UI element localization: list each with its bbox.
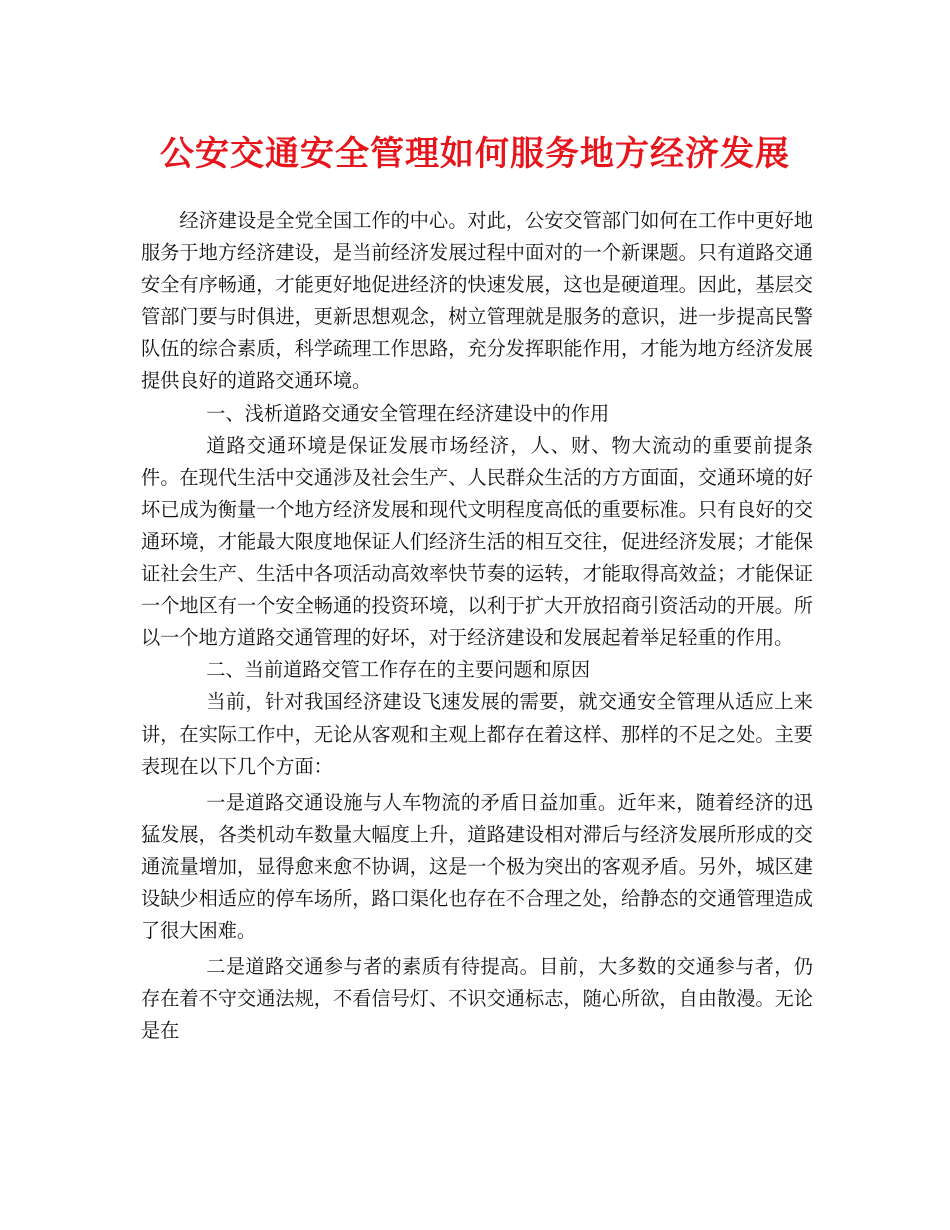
document-body — [141, 205, 813, 1047]
paragraph-issue-2: 二是道路交通参与者的素质有待提高。目前，大多数的交通参与者，仍存在着不守交通法规，不看信号灯、不识交通标志，随心所欲，自由散漫。无论是在 — [141, 955, 813, 1043]
document-title: 公安交通安全管理如何服务地方经济发展 — [160, 134, 790, 174]
paragraph-issue-1: 一是道路交通设施与人车物流的矛盾日益加重。近年来，随着经济的迅猛发展，各类机动车数量大幅度上升，道路建设相对滞后与经济发展所形成的交通流量增加，显得愈来愈不协调，这是一个极为突出的客观矛盾。另外，城区建设缺少相适应的停车场所，路口渠化也存在不合理之处，给静态的交通管理造成了很大困难。 — [141, 790, 813, 943]
section-heading-2: 二、当前道路交管工作存在的主要问题和原因 — [206, 658, 591, 682]
paragraph-intro: 经济建设是全党全国工作的中心。对此，公安交管部门如何在工作中更好地服务于地方经济建设，是当前经济发展过程中面对的一个新课题。只有道路交通安全有序畅通，才能更好地促进经济的快速发展，这也是硬道理。因此，基层交管部门要与时俱进，更新思想观念，树立管理就是服务的意识，进一步提高民警队伍的综合素质，科学疏理工作思路，充分发挥职能作用，才能为地方经济发展提供良好的道路交通环境。 — [141, 209, 813, 393]
paragraph-section-2: 当前，针对我国经济建设飞速发展的需要，就交通安全管理从适应上来讲，在实际工作中，无论从客观和主观上都存在着这样、那样的不足之处。主要表现在以下几个方面： — [141, 690, 813, 778]
paragraph-section-1: 道路交通环境是保证发展市场经济，人、财、物大流动的重要前提条件。在现代生活中交通涉及社会生产、人民群众生活的方方面面，交通环境的好坏已成为衡量一个地方经济发展和现代文明程度高低的重要标准。只有良好的交通环境，才能最大限度地保证人们经济生活的相互交往，促进经济发展；才能保证社会生产、生活中各项活动高效率快节奏的运转，才能取得高效益；才能保证一个地区有一个安全畅通的投资环境，以利于扩大开放招商引资活动的开展。所以一个地方道路交通管理的好坏，对于经济建设和发展起着举足轻重的作用。 — [141, 433, 813, 650]
section-heading-1: 一、浅析道路交通安全管理在经济建设中的作用 — [206, 401, 610, 425]
